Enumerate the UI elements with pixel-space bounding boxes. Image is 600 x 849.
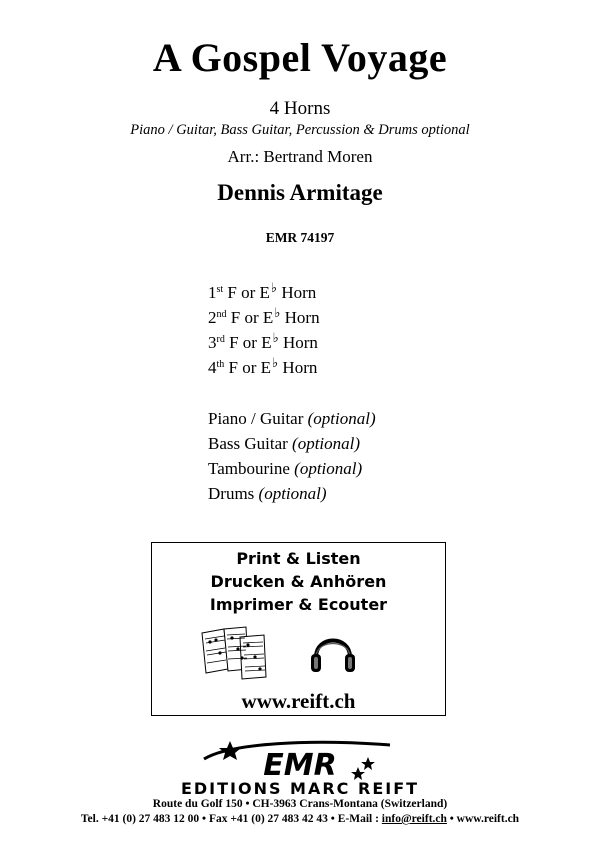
horn-parts-list bbox=[208, 280, 320, 380]
headphones-icon bbox=[308, 627, 358, 677]
promo-line-de: Drucken & Anhören bbox=[210, 572, 387, 591]
optional-parts-list bbox=[208, 406, 376, 506]
publisher-address: Route du Golf 150 • CH-3963 Crans-Montana (Switzerland) bbox=[152, 798, 448, 810]
score-title: A Gospel Voyage bbox=[152, 35, 448, 80]
flat-sign: ♭ bbox=[270, 280, 278, 295]
emr-logo bbox=[190, 737, 410, 781]
part-row: Piano / Guitar (optional) bbox=[208, 409, 376, 428]
part-row: Drums (optional) bbox=[208, 484, 327, 503]
catalog-number: EMR 74197 bbox=[265, 230, 335, 245]
promo-line-en: Print & Listen bbox=[236, 549, 361, 568]
part-row: 3rd F or E♭ Horn bbox=[208, 330, 318, 352]
promo-line-fr: Imprimer & Ecouter bbox=[209, 595, 388, 614]
part-row: 1st F or E♭ Horn bbox=[208, 280, 317, 302]
logo-text: EMR bbox=[263, 748, 337, 781]
publisher-contact: Tel. +41 (0) 27 483 12 00 • Fax +41 (0) 27 483 42 43 • E-Mail : info@reift.ch • www.reift.ch bbox=[80, 813, 520, 825]
email-link[interactable]: info@reift.ch bbox=[381, 813, 447, 825]
flat-sign: ♭ bbox=[272, 355, 279, 370]
print-listen-box bbox=[151, 542, 446, 716]
composer-name: Dennis Armitage bbox=[217, 180, 383, 205]
sheet-music-icon bbox=[200, 625, 270, 681]
flat-sign: ♭ bbox=[272, 330, 279, 345]
website-url[interactable]: www.reift.ch bbox=[241, 689, 356, 713]
ensemble-subtitle: 4 Horns bbox=[269, 98, 331, 119]
part-row: Tambourine (optional) bbox=[208, 459, 363, 478]
instrumentation-note: Piano / Guitar, Bass Guitar, Percussion & Drums optional bbox=[130, 122, 470, 138]
arranger-credit: Arr.: Bertrand Moren bbox=[227, 147, 373, 166]
part-row: Bass Guitar (optional) bbox=[208, 434, 361, 453]
part-row: 2nd F or E♭ Horn bbox=[208, 305, 320, 327]
publisher-name: EDITIONS MARC REIFT bbox=[180, 779, 420, 798]
part-row: 4th F or E♭ Horn bbox=[208, 355, 318, 377]
flat-sign: ♭ bbox=[274, 305, 281, 320]
